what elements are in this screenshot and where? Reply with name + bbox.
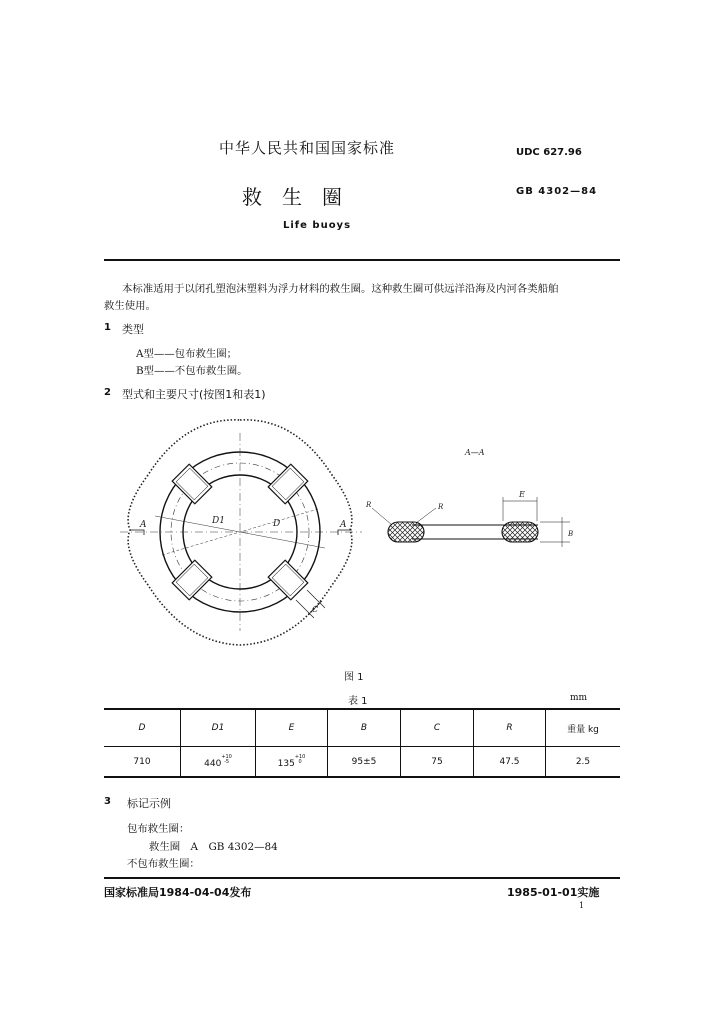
header-R: R (474, 709, 546, 747)
label-E: E (519, 490, 525, 499)
section-left-ring (388, 522, 424, 542)
strap-band-top-right (268, 464, 308, 504)
header-C: C (401, 709, 474, 747)
label-R-inner: R (438, 503, 444, 511)
cell-E-tol-upper: +10 (294, 753, 306, 760)
cell-D1 (181, 747, 256, 778)
label-A-left: A (140, 520, 147, 530)
section-1-number: 1 (104, 322, 111, 333)
cell-weight: 2.5 (546, 747, 621, 778)
header-D: D (104, 709, 181, 747)
header-D1: D1 (181, 709, 256, 747)
national-standard-title: 中华人民共和国国家标准 (219, 139, 396, 157)
footer-rule (104, 877, 620, 879)
udc-number: UDC 627.96 (516, 147, 582, 158)
type-a-item: A型——包布救生圈； (136, 348, 238, 360)
label-B: B (568, 530, 574, 538)
header-E: E (256, 709, 328, 747)
figure-caption: 图 1 (344, 672, 364, 683)
header-weight: 重量 kg (546, 709, 621, 747)
cell-E-base: 135 (277, 758, 295, 769)
dimensions-table (104, 708, 620, 778)
cell-D1-tol-upper: +10 (221, 753, 232, 760)
document-title: 救 生 圈 (242, 185, 342, 209)
header-rule (104, 259, 620, 261)
section-label: A—A (465, 448, 485, 457)
header-B: B (328, 709, 401, 747)
label-R-outer: R (366, 501, 372, 509)
cell-D1-tol-lower: -5 (224, 758, 230, 765)
strap-band-bottom-left (172, 560, 212, 600)
label-D1: D1 (212, 516, 225, 526)
type-b-item: B型——不包布救生圈。 (136, 365, 248, 377)
table-caption: 表 1 (348, 696, 368, 707)
marking-example-3: 不包布救生圈： (127, 858, 200, 870)
section-right-ring (502, 522, 538, 542)
label-D: D (273, 519, 281, 529)
intro-line-2: 救生使用。 (104, 300, 156, 312)
section-view (365, 490, 573, 547)
english-title: Life buoys (283, 220, 352, 231)
cell-C: 75 (401, 747, 474, 778)
section-1-title: 类型 (122, 323, 144, 336)
page-number: 1 (579, 901, 585, 910)
label-A-right: A (340, 520, 347, 530)
table-row (104, 747, 620, 778)
table-header-row (104, 709, 620, 747)
cell-E (256, 747, 328, 778)
cell-D: 710 (104, 747, 181, 778)
strap-band-top-left (172, 464, 212, 504)
section-3-number: 3 (104, 796, 111, 807)
section-2-number: 2 (104, 387, 111, 398)
marking-example-2: 救生圈 A GB 4302—84 (149, 841, 278, 853)
label-C: C (312, 605, 319, 614)
cell-B: 95±5 (328, 747, 401, 778)
table-unit: mm (570, 693, 588, 703)
issue-date: 国家标准局1984-04-04发布 (104, 886, 252, 899)
section-3-title: 标记示例 (127, 797, 171, 810)
strap-band-bottom-right (268, 560, 308, 600)
cell-D1-base: 440 (204, 758, 222, 769)
section-2-title: 型式和主要尺寸(按图1和表1) (122, 388, 266, 401)
standard-code: GB 4302—84 (516, 186, 598, 197)
marking-example-1: 包布救生圈： (127, 823, 190, 835)
life-buoy-drawing (100, 405, 600, 657)
effective-date: 1985-01-01实施 (507, 886, 600, 899)
cell-R: 47.5 (474, 747, 546, 778)
cell-E-tol-lower: 0 (298, 758, 302, 765)
intro-line-1: 本标准适用于以闭孔塑泡沫塑料为浮力材料的救生圈。这种救生圈可供远洋沿海及内河各类船舶 (122, 283, 559, 295)
